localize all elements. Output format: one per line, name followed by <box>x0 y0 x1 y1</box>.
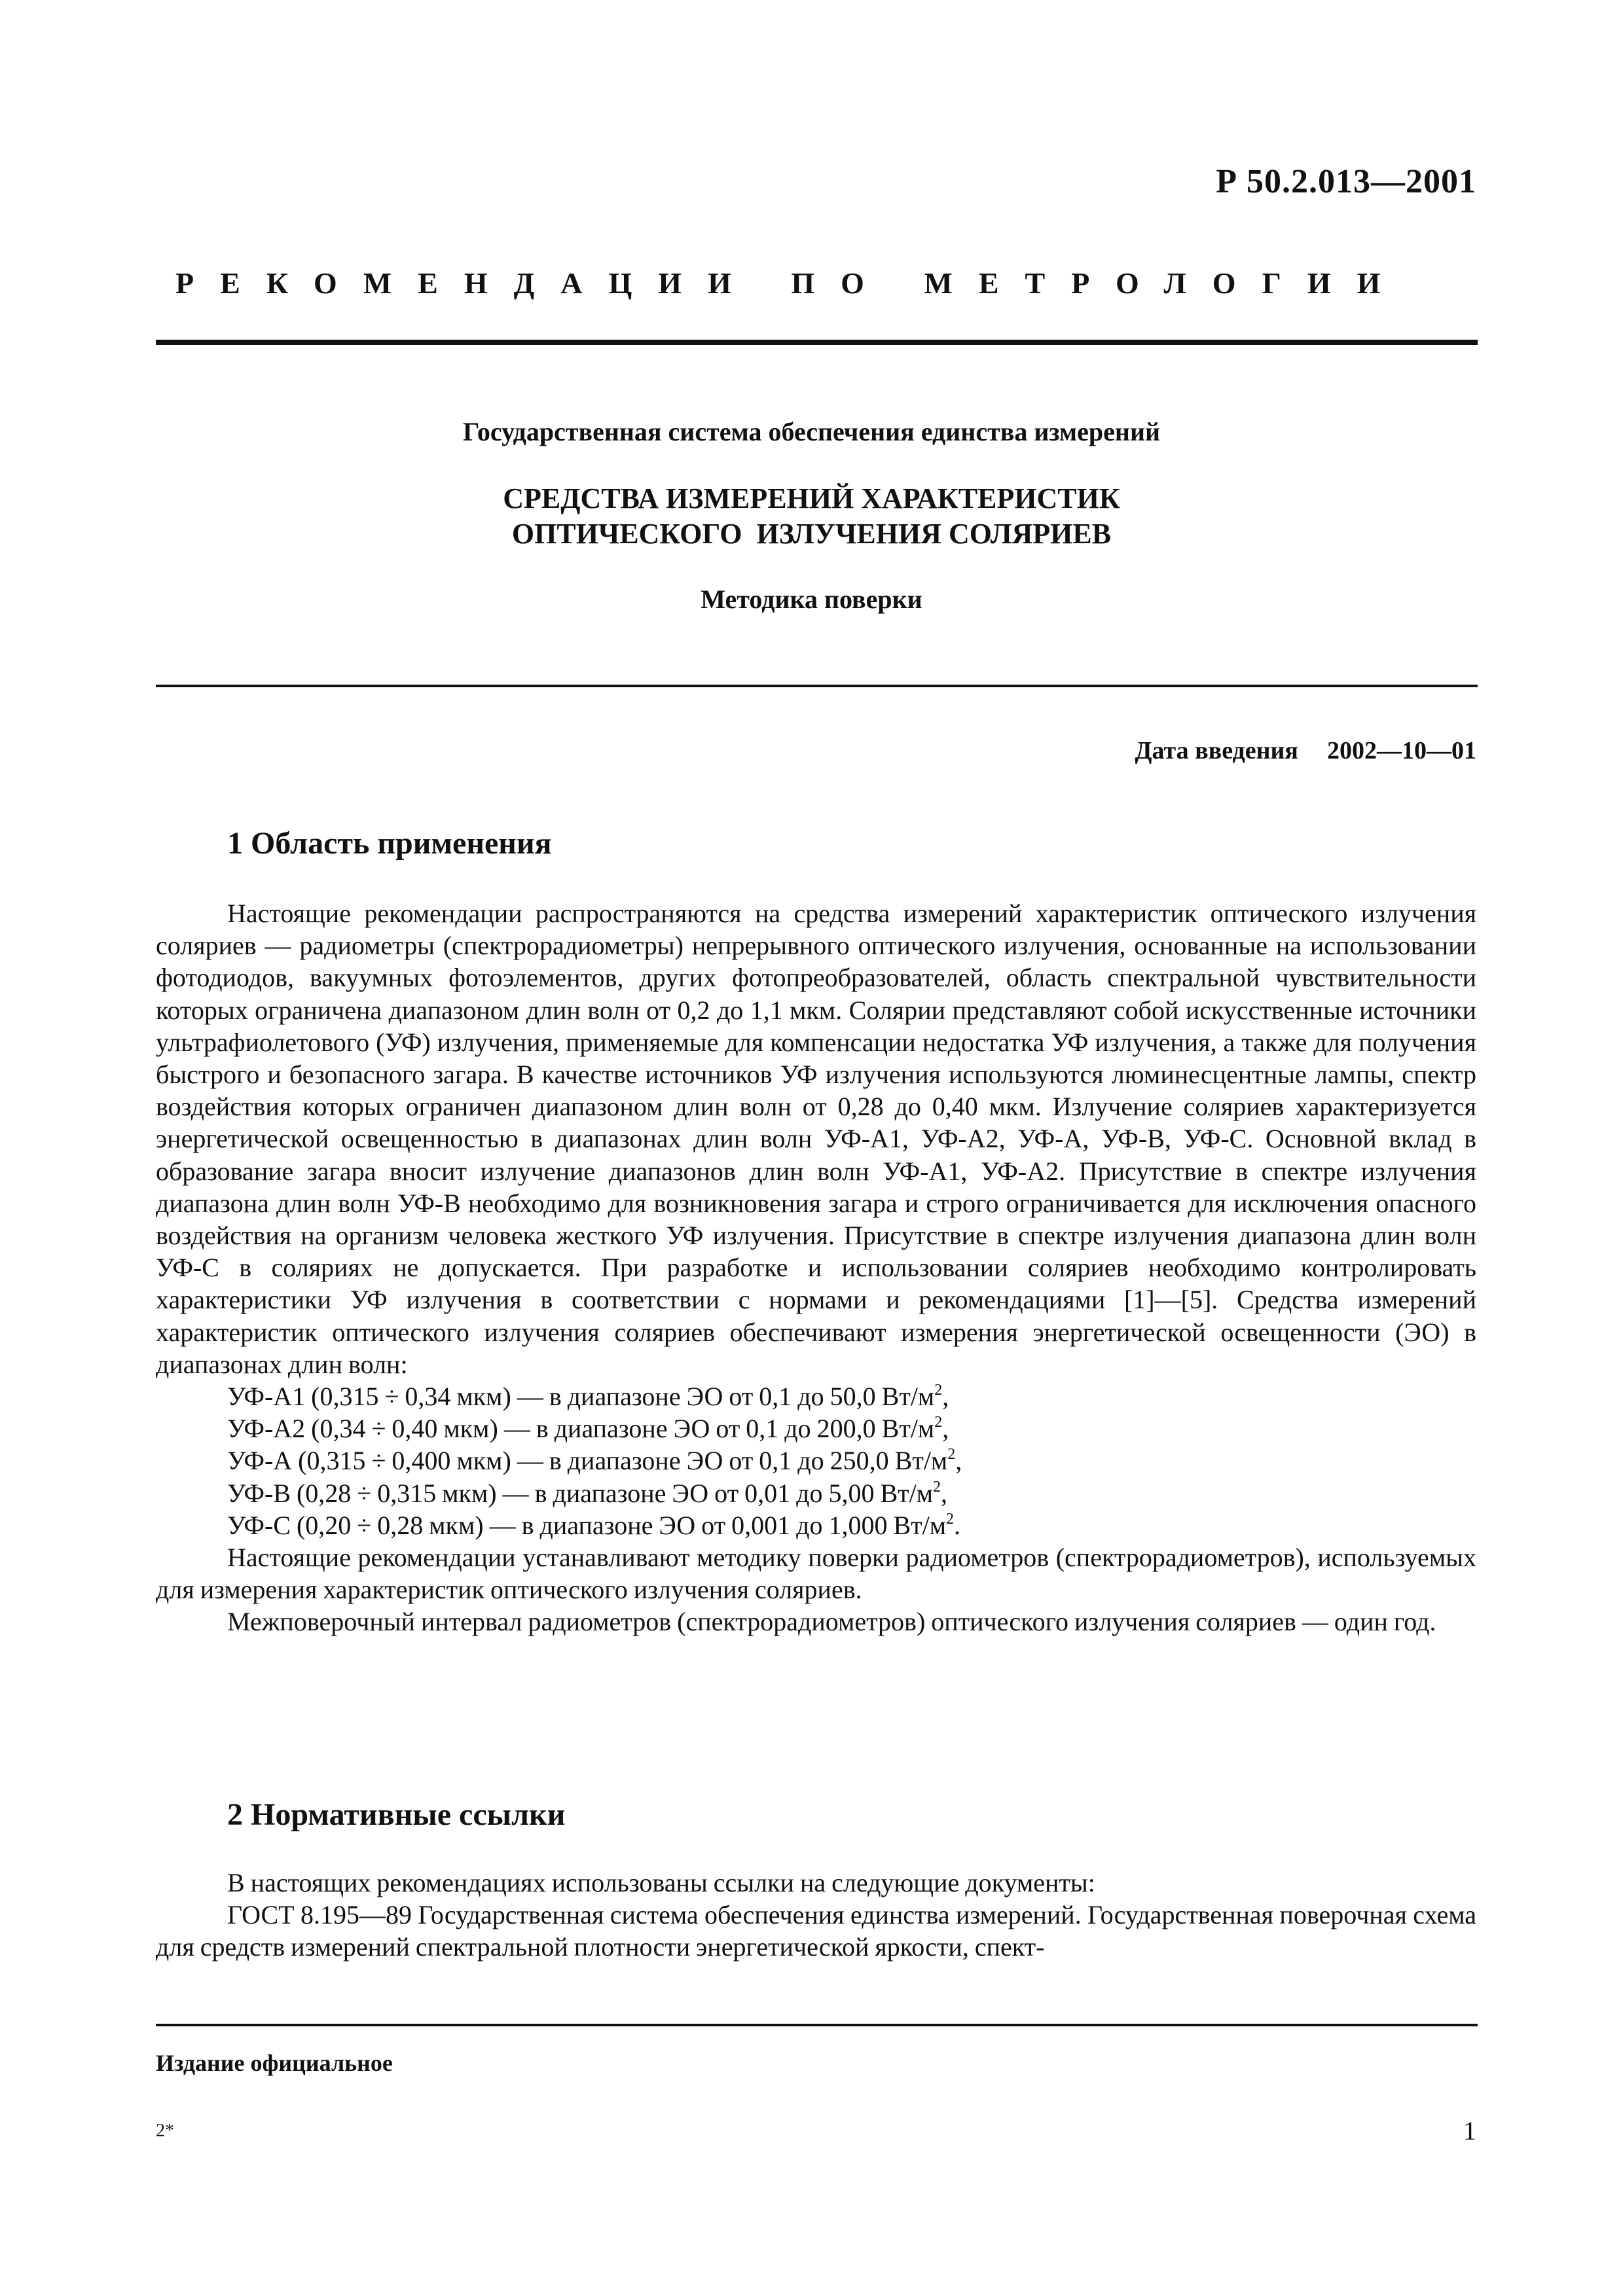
document-series: РЕКОМЕНДАЦИИ ПО МЕТРОЛОГИИ <box>175 266 1407 300</box>
introduction-date <box>1135 736 1476 765</box>
header-rule <box>156 340 1478 345</box>
range-item: УФ-С (0,20 ÷ 0,28 мкм) — в диапазоне ЭО от 0,001 до 1,000 $Вт/м^2$. <box>227 1510 961 1540</box>
footer-rule <box>156 2024 1478 2026</box>
range-item: УФ-А (0,315 ÷ 0,400 мкм) — в диапазоне ЭО от 0,1 до 250,0 $Вт/м^2$, <box>227 1446 962 1476</box>
section-2-paragraph-2: ГОСТ 8.195—89 Государственная система обеспечения единства измерений. Государственная поверочная схема для средств измерений спектральной плотности энергетической яркости, спект- <box>156 1900 1476 1962</box>
section-1-heading: 1 Область применения <box>227 826 552 861</box>
title-line-1: СРЕДСТВА ИЗМЕРЕНИЙ ХАРАКТЕРИСТИК <box>503 482 1120 514</box>
document-title <box>0 481 1623 552</box>
date-label: Дата введения <box>1135 737 1298 764</box>
section-1-body <box>156 897 1476 1638</box>
date-value: 2002—10—01 <box>1327 737 1476 764</box>
system-title: Государственная система обеспечения единства измерений <box>462 417 1161 446</box>
official-edition-label: Издание официальное <box>156 2050 393 2076</box>
document-number: Р 50.2.013—2001 <box>1216 163 1476 200</box>
section-1-paragraph-1: Настоящие рекомендации распространяются на средства измерений характеристик оптического излучения соляриев — радиометры (спектрорадиометры) непрерывного оптического излучения, основанные на использовании фотодиодов, вакуумных фотоэлементов, других фотопреобразователей, область спектральной чувствительности которых ограничена диапазоном длин волн от 0,2 до 1,1 мкм. Солярии представляют собой искусственные источники ультрафиолетового (УФ) излучения, применяемые для компенсации недостатка УФ излучения, а также для получения быстрого и безопасного загара. В качестве источников УФ излучения используются люминесцентные лампы, спектр воздействия которых ограничен диапазоном длин волн от 0,28 до 0,40 мкм. Излучение соляриев характеризуется энергетической освещенностью в диапазонах длин волн УФ-А1, УФ-А2, УФ-А, УФ-В, УФ-С. Основной вклад в образование загара вносит излучение диапазонов длин волн УФ-А1, УФ-А2. Присутствие в спектре излучения диапазона длин волн УФ-В необходимо для возникновения загара и строго ограничивается для исключения опасного воздействия на организм человека жесткого УФ излучения. Присутствие в спектре излучения диапазона длин волн УФ-С в соляриях не допускается. При разработке и использовании соляриев необходимо контролировать характеристики УФ излучения в соответствии с нормами и рекомендациями [1]—[5]. Средства измерений характеристик оптического излучения соляриев обеспечивают измерения энергетической освещенности (ЭО) в диапазонах длин волн: <box>156 899 1476 1379</box>
section-1-paragraph-3: Межповерочный интервал радиометров (спектрорадиометров) оптического излучения соляриев — один год. <box>227 1607 1436 1637</box>
range-item: УФ-А1 (0,315 ÷ 0,34 мкм) — в диапазоне ЭО от 0,1 до 50,0 $Вт/м^2$, <box>227 1382 949 1412</box>
section-2-heading: 2 Нормативные ссылки <box>227 1797 566 1832</box>
section-2-paragraph-1: В настоящих рекомендациях использованы ссылки на следующие документы: <box>227 1868 1095 1897</box>
range-item: УФ-А2 (0,34 ÷ 0,40 мкм) — в диапазоне ЭО от 0,1 до 200,0 $Вт/м^2$, <box>227 1414 949 1444</box>
title-rule <box>156 685 1478 687</box>
section-1-paragraph-2: Настоящие рекомендации устанавливают методику поверки радиометров (спектрорадиометров), используемых для измерения характеристик оптического излучения соляриев. <box>156 1543 1476 1605</box>
section-2-body <box>156 1867 1476 1964</box>
document-subtitle: Методика поверки <box>701 584 922 614</box>
title-line-2: ОПТИЧЕСКОГО ИЗЛУЧЕНИЯ СОЛЯРИЕВ <box>511 518 1112 550</box>
sheet-mark: 2* <box>156 2121 174 2141</box>
page-number: 1 <box>1463 2116 1476 2145</box>
range-item: УФ-В (0,28 ÷ 0,315 мкм) — в диапазоне ЭО от 0,01 до 5,00 $Вт/м^2$, <box>227 1478 948 1508</box>
